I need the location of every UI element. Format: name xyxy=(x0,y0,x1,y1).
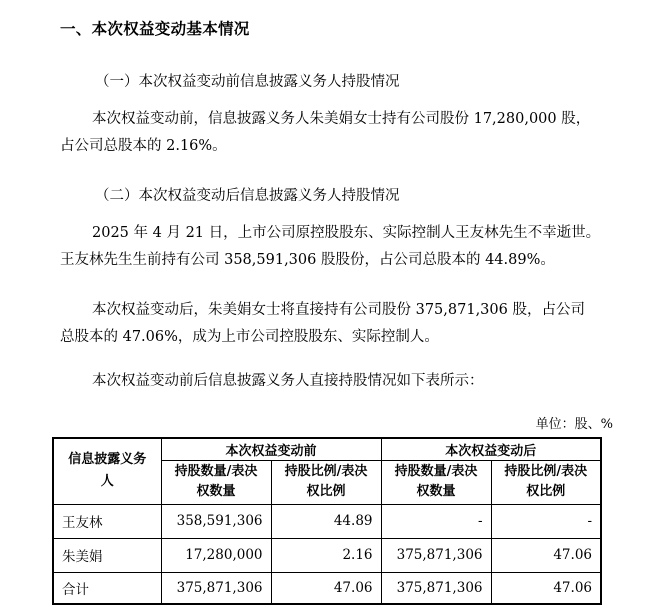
cell-after-ratio: 47.06 xyxy=(491,538,601,572)
header-line: 持股数量/表决 xyxy=(174,464,258,479)
paragraph-founder-death xyxy=(60,220,620,274)
header-group-after: 本次权益变动后 xyxy=(381,438,601,460)
header-before-ratio xyxy=(271,460,381,504)
paragraph-after-holdings xyxy=(60,297,620,351)
paragraph-line: 本次权益变动前后信息披露义务人直接持股情况如下表所示： xyxy=(92,373,484,389)
paragraph-table-intro xyxy=(60,368,620,395)
header-line: 权比例 xyxy=(306,484,346,499)
section-heading: 一、本次权益变动基本情况 xyxy=(60,20,250,38)
header-line: 权数量 xyxy=(416,484,456,499)
header-line: 信息披露义务 xyxy=(68,452,147,468)
table-unit-label: 单位：股、% xyxy=(535,417,613,432)
paragraph-line: 2025 年 4 月 21 日，上市公司原控股股东、实际控制人王友林先生不幸逝世。 xyxy=(92,225,601,241)
subsection-2-title: （二）本次权益变动后信息披露义务人持股情况 xyxy=(95,188,400,204)
header-after-qty xyxy=(381,460,491,504)
cell-before-qty: 17,280,000 xyxy=(161,538,271,572)
cell-before-qty: 358,591,306 xyxy=(161,504,271,538)
cell-after-qty: 375,871,306 xyxy=(381,572,491,604)
header-line: 权数量 xyxy=(196,484,236,499)
cell-before-ratio: 47.06 xyxy=(271,572,381,604)
table-row-total xyxy=(53,572,601,604)
paragraph-line: 本次权益变动后，朱美娟女士将直接持有公司股份 375,871,306 股，占公司 xyxy=(92,302,585,318)
row-name: 王友林 xyxy=(53,504,161,538)
cell-after-qty: - xyxy=(381,504,491,538)
paragraph-line: 占公司总股本的 2.16%。 xyxy=(60,138,227,154)
table-row xyxy=(53,538,601,572)
row-name: 朱美娟 xyxy=(53,538,161,572)
header-disclosure-person xyxy=(53,438,161,504)
cell-before-ratio: 2.16 xyxy=(271,538,381,572)
header-line: 持股数量/表决 xyxy=(394,464,478,479)
paragraph-line: 总股本的 47.06%，成为上市公司控股股东、实际控制人。 xyxy=(60,329,439,345)
cell-after-qty: 375,871,306 xyxy=(381,538,491,572)
header-line: 权比例 xyxy=(526,484,566,499)
subsection-1-title: （一）本次权益变动前信息披露义务人持股情况 xyxy=(95,74,400,90)
cell-before-ratio: 44.89 xyxy=(271,504,381,538)
header-line: 持股比例/表决 xyxy=(504,464,588,479)
header-after-ratio xyxy=(491,460,601,504)
holdings-table xyxy=(52,437,602,605)
paragraph-line: 王友林先生生前持有公司 358,591,306 股股份，占公司总股本的 44.89%。 xyxy=(60,252,555,268)
header-line: 持股比例/表决 xyxy=(284,464,368,479)
row-name: 合计 xyxy=(53,572,161,604)
paragraph-before-holdings xyxy=(60,106,620,160)
table-row xyxy=(53,504,601,538)
header-before-qty xyxy=(161,460,271,504)
cell-after-ratio: 47.06 xyxy=(491,572,601,604)
paragraph-line: 本次权益变动前，信息披露义务人朱美娟女士持有公司股份 17,280,000 股， xyxy=(92,111,591,127)
header-line: 人 xyxy=(100,474,114,490)
header-group-before: 本次权益变动前 xyxy=(161,438,381,460)
cell-after-ratio: - xyxy=(491,504,601,538)
cell-before-qty: 375,871,306 xyxy=(161,572,271,604)
